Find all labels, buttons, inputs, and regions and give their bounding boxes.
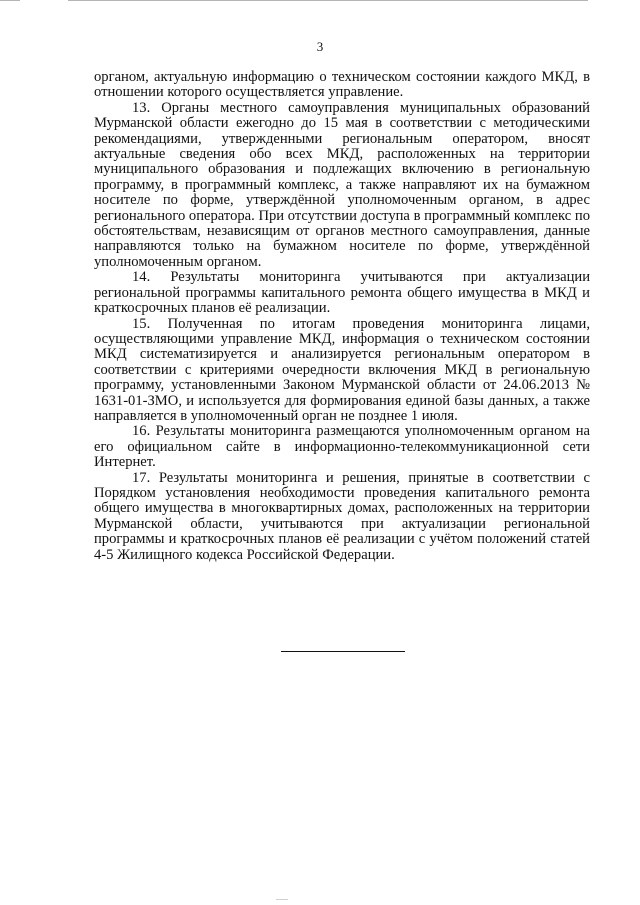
paragraph-13: 13. Органы местного самоуправления муниципальных образований Мурманской области ежегодно до 15 мая в соответствии с методическими рекомендациями, утвержденными региональным оператором, вносят актуальные сведения обо всех МКД, расположенных на территории муниципального образования и подлежащих включению в региональную программу, в программный комплекс, а также направляют их на бумажном носителе по форме, утверждённой уполномоченным органом, в адрес регионального оператора. При отсутствии доступа в программный комплекс по обстоятельствам, независящим от органов местного самоуправления, данные направляются только на бумажном носителе по форме, утверждённой уполномоченным органом. — [94, 99, 590, 270]
paragraph-14: 14. Результаты мониторинга учитываются при актуализации региональной программы капитального ремонта общего имущества в МКД и краткосрочных планов её реализации. — [94, 269, 590, 317]
document-body — [94, 70, 590, 563]
paragraph-17: 17. Результаты мониторинга и решения, принятые в соответствии с Порядком установления необходимости проведения капитального ремонта общего имущества в многоквартирных домах, расположенных на территории Мурманской области, учитываются при актуализации региональной программы и краткосрочных планов её реализации с учётом положений статей 4-5 Жилищного кодекса Российской Федерации. — [94, 469, 590, 563]
paragraph-continuation: органом, актуальную информацию о техническом состоянии каждого МКД, в отношении которого осуществляется управление. — [94, 69, 590, 101]
scan-speck — [276, 899, 288, 900]
paragraph-15: 15. Полученная по итогам проведения мониторинга лицами, осуществляющими управление МКД, информация о техническом состоянии МКД систематизируется и анализируется региональным оператором в соответствии с критериями очередности включения МКД в региональную программу, установленными Законом Мурманской области от 24.06.2013 № 1631-01-ЗМО, и используется для формирования единой базы данных, а также направляется в уполномоченный орган не позднее 1 июля. — [94, 315, 590, 424]
scan-edge-mid — [68, 0, 588, 1]
closing-rule — [281, 651, 405, 652]
page-number: 3 — [316, 39, 324, 54]
paragraph-16: 16. Результаты мониторинга размещаются уполномоченным органом на его официальном сайте в информационно-телекоммуникационной сети Интернет. — [94, 423, 590, 471]
scan-edge-left — [0, 0, 20, 1]
